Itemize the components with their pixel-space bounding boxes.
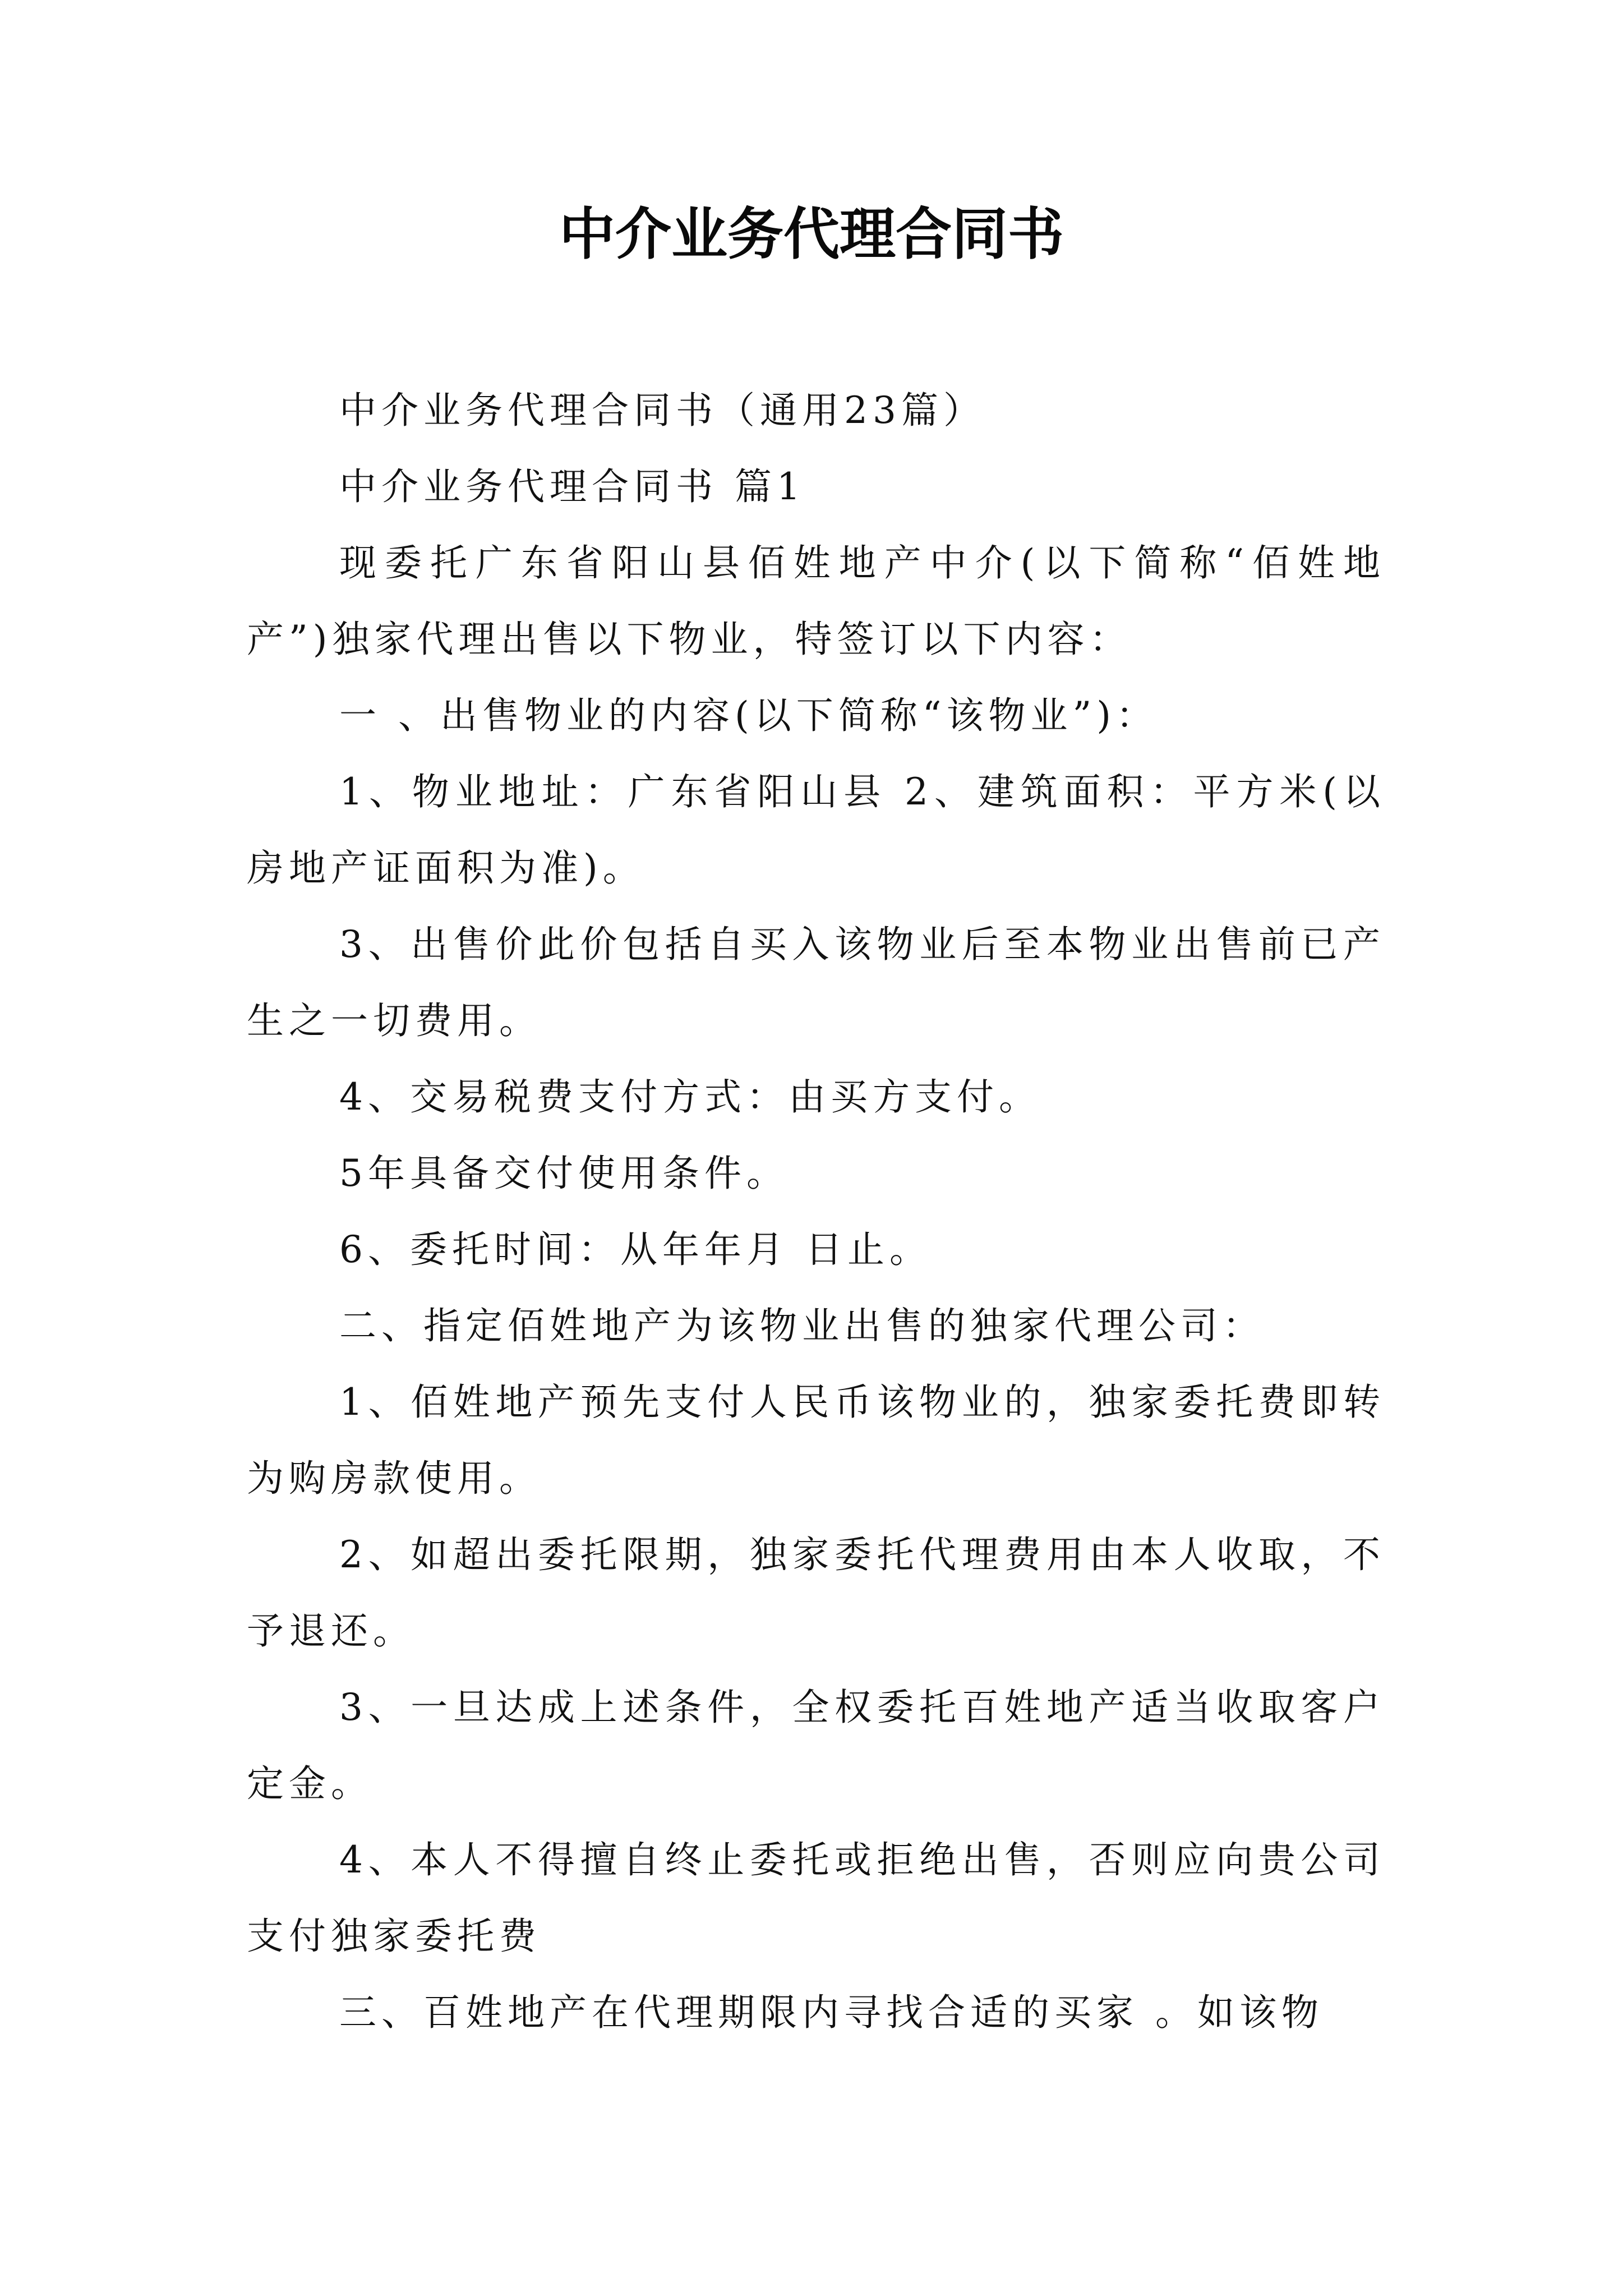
paragraph-clause-overdue: 2、如超出委托限期，独家委托代理费用由本人收取，不予退还。	[247, 1533, 1385, 1653]
paragraph-clause-deposit: 3、一旦达成上述条件，全权委托百姓地产适当收取客户定金。	[247, 1686, 1385, 1805]
paragraph-section-three: 三、百姓地产在代理期限内寻找合适的买家 。如该物	[339, 1991, 1324, 2034]
paragraph-section-two-heading: 二、指定佰姓地产为该物业出售的独家代理公司：	[339, 1304, 1265, 1347]
paragraph-item-price: 3、出售价此价包括自买入该物业后至本物业出售前已产生之一切费用。	[247, 923, 1385, 1042]
paragraph-item-address: 1、物业地址：广东省阳山县 2、建筑面积：平方米(以房地产证面积为准)。	[247, 770, 1385, 890]
document-title: 中介业务代理合同书	[559, 201, 1064, 267]
document-body	[247, 372, 1385, 2051]
paragraph-clause-termination: 4、本人不得擅自终止委托或拒绝出售，否则应向贵公司支付独家委托费	[247, 1838, 1385, 1958]
paragraph-item-tax: 4、交易税费支付方式：由买方支付。	[339, 1075, 1041, 1119]
paragraph-item-delivery: 5年具备交付使用条件。	[339, 1152, 789, 1195]
paragraph-entrustment-intro: 现委托广东省阳山县佰姓地产中介(以下简称“佰姓地产”)独家代理出售以下物业，特签订以下内容：	[247, 541, 1385, 661]
paragraph-subtitle: 中介业务代理合同书（通用23篇）	[339, 389, 985, 432]
paragraph-part-heading: 中介业务代理合同书 篇1	[339, 465, 805, 508]
paragraph-clause-fee: 1、佰姓地产预先支付人民币该物业的，独家委托费即转为购房款使用。	[247, 1381, 1385, 1500]
paragraph-section-one-heading: 一 、出售物业的内容(以下简称“该物业”)：	[339, 694, 1158, 737]
paragraph-item-term: 6、委托时间：从年年月 日止。	[339, 1228, 932, 1271]
